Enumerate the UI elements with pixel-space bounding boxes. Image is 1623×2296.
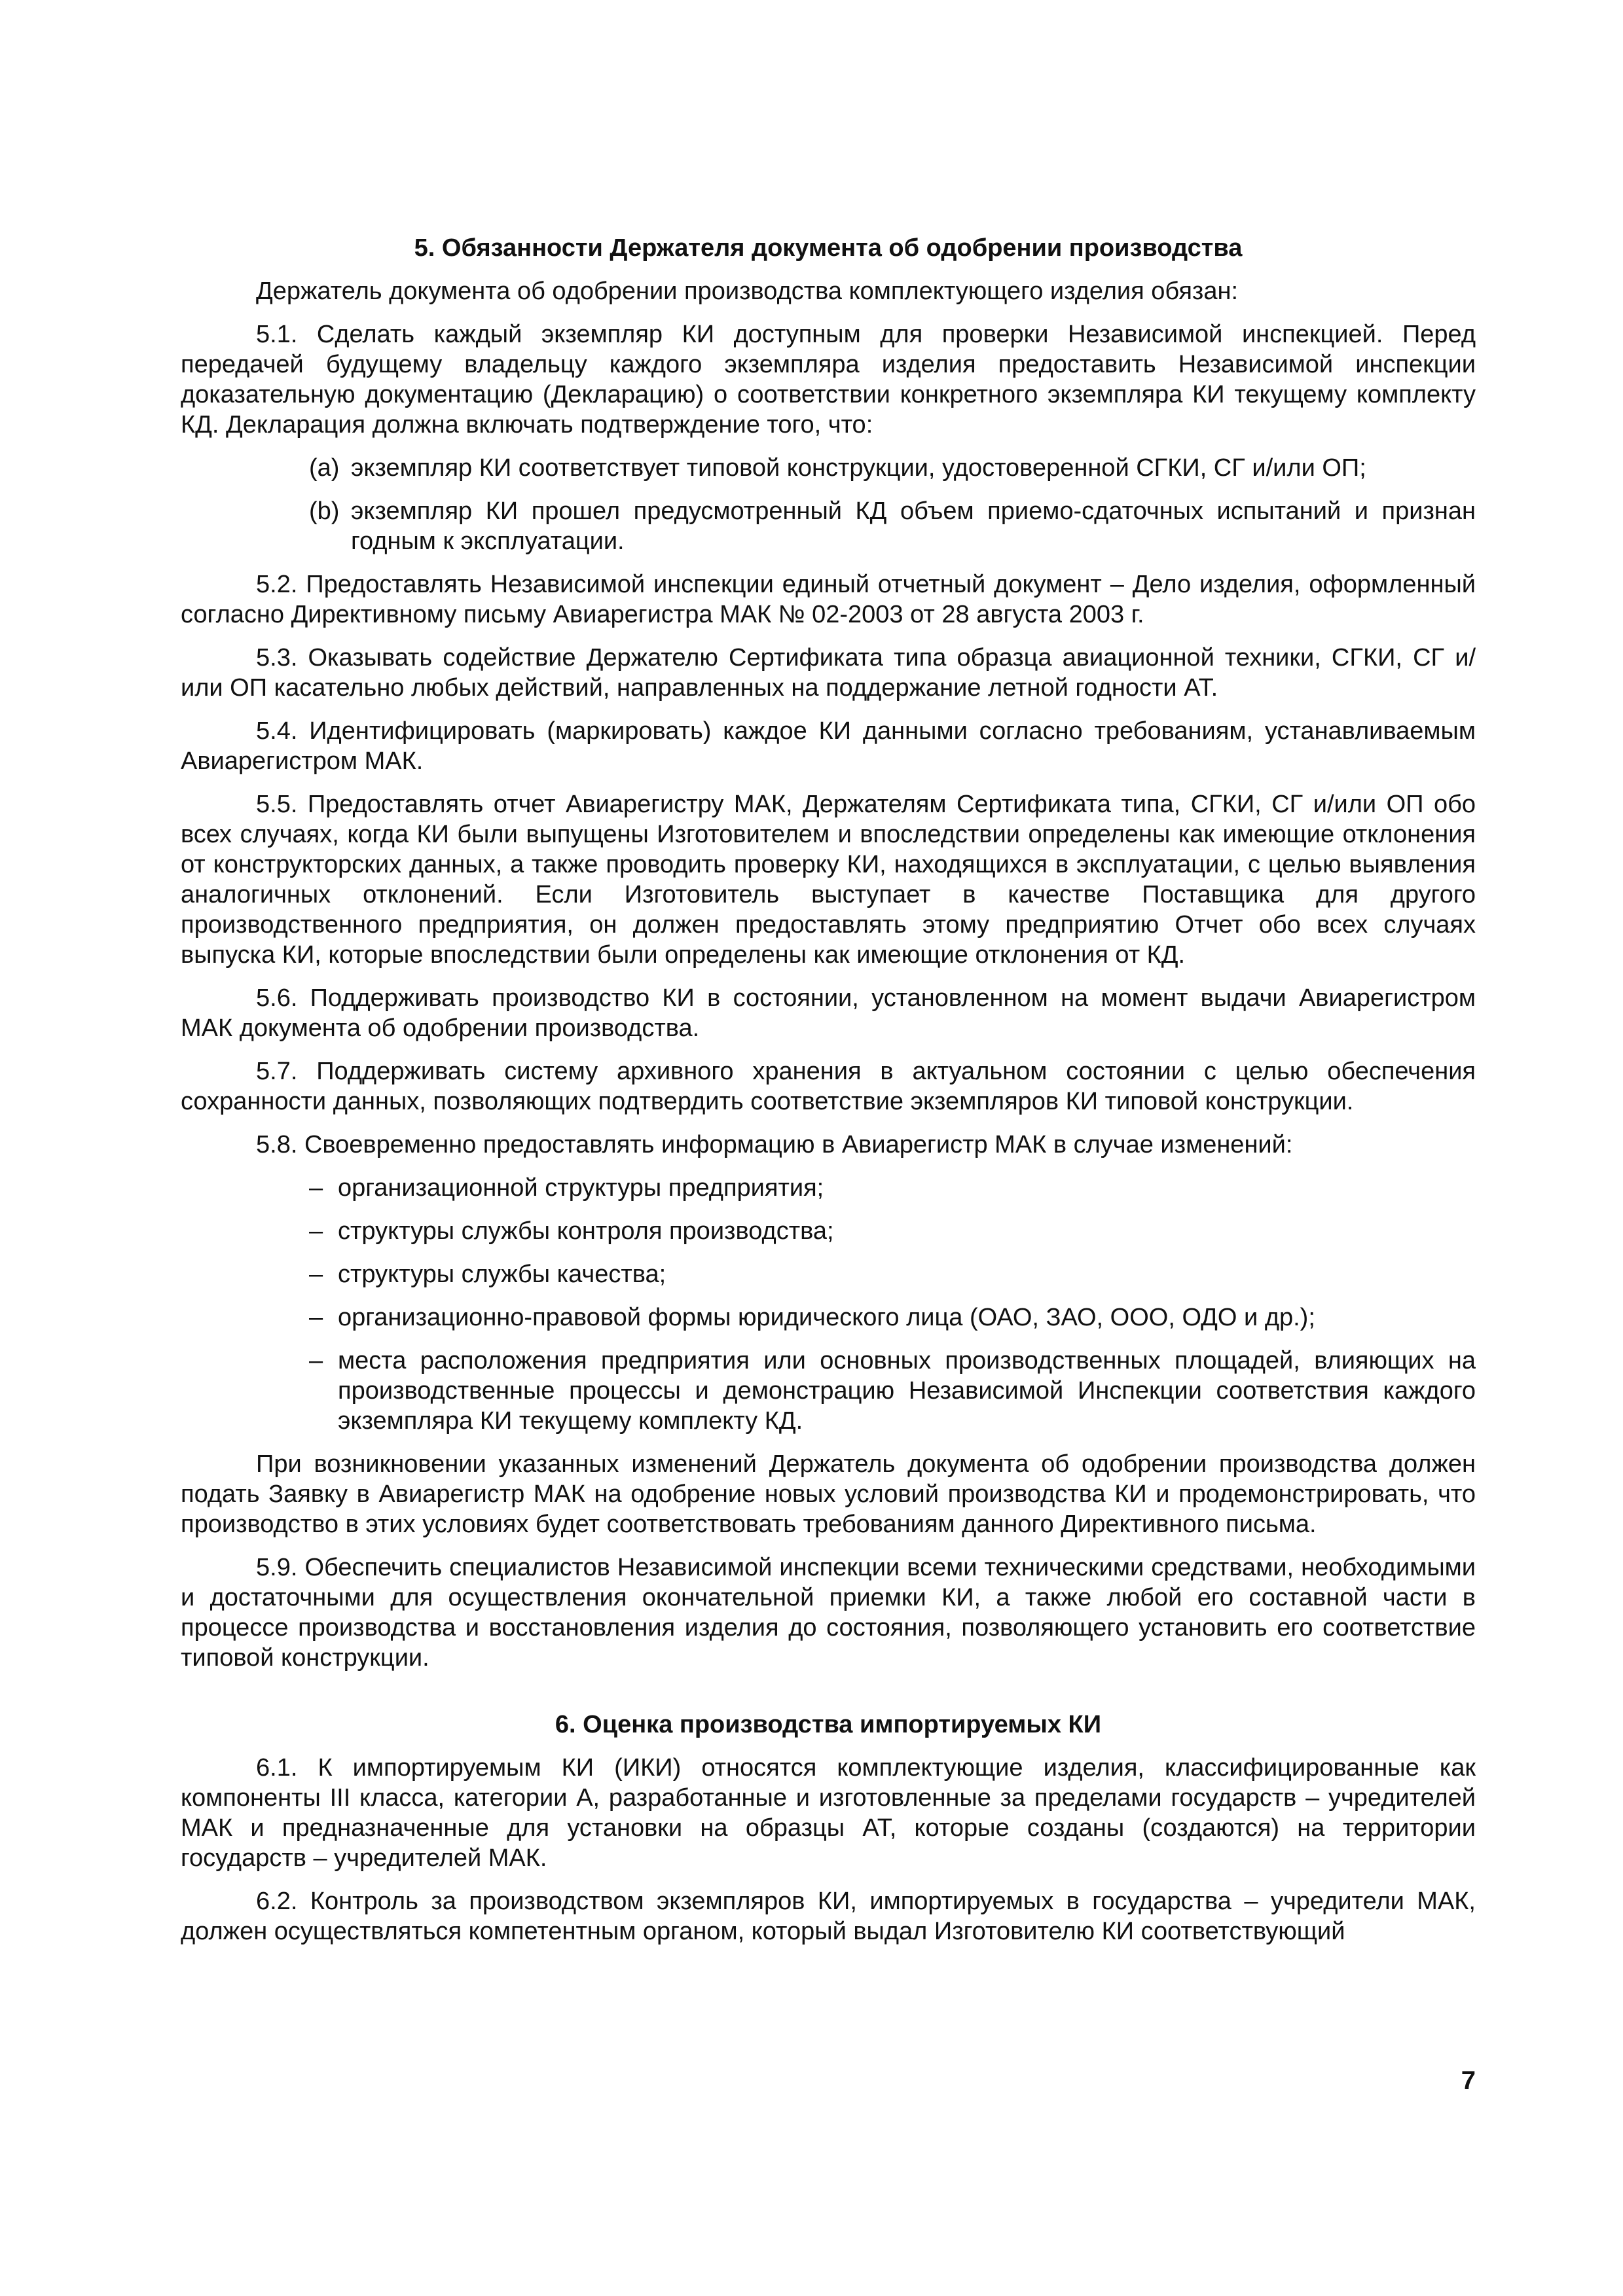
paragraph-5-1: 5.1. Сделать каждый экземпляр КИ доступным для проверки Независимой инспекцией. Перед передачей будущему владельцу каждого экземпляра изделия предоставить Независимой инспекции доказательную документацию (Декларацию) о соответствии конкретного экземпляра КИ текущему комплекту КД. Декларация должна включать подтверждение того, что: <box>181 321 1476 439</box>
list-item-text: места расположения предприятия или основных производственных площадей, влияющих на производственные процессы и демонстрацию Независимой Инспекции соответствия каждого экземпляра КИ текущему комплекту КД. <box>338 1347 1476 1435</box>
paragraph-5-8: 5.8. Своевременно предоставлять информацию в Авиарегистр МАК в случае изменений: <box>256 1131 1293 1158</box>
paragraph-5-7: 5.7. Поддерживать систему архивного хранения в актуальном состоянии с целью обеспечения сохранности данных, позволяющих подтвердить соответствие экземпляров КИ типовой конструкции. <box>181 1058 1476 1115</box>
section-5-title: 5. Обязанности Держателя документа об одобрении производства <box>414 234 1243 262</box>
list-item-text: экземпляр КИ соответствует типовой конструкции, удостоверенной СГКИ, СГ и/или ОП; <box>351 454 1366 482</box>
declaration-list <box>181 453 1476 556</box>
list-item-dash: – <box>309 1304 323 1331</box>
paragraph-5-5: 5.5. Предоставлять отчет Авиарегистру МАК, Держателям Сертификата типа, СГКИ, СГ и/или ОП обо всех случаях, когда КИ были выпущены Изготовителем и впоследствии определены как имеющие отклонения от конструкторских данных, а также проводить проверку КИ, находящихся в эксплуатации, с целью выявления аналогичных отклонений. Если Изготовитель выступает в качестве Поставщика для другого производственного предприятия, он должен предоставлять этому предприятию Отчет обо всех случаях выпуска КИ, которые впоследствии были определены как имеющие отклонения от КД. <box>181 791 1476 969</box>
list-item-text: структуры службы качества; <box>338 1261 666 1288</box>
list-item-text: экземпляр КИ прошел предусмотренный КД объем приемо-сдаточных испытаний и признан годным к эксплуатации. <box>351 497 1476 555</box>
paragraph-5-6: 5.6. Поддерживать производство КИ в состоянии, установленном на момент выдачи Авиарегистром МАК документа об одобрении производства. <box>181 984 1476 1042</box>
paragraph-6-1: 6.1. К импортируемым КИ (ИКИ) относятся комплектующие изделия, классифицированные как компоненты III класса, категории А, разработанные и изготовленные за пределами государств – учредителей МАК и предназначенные для установки на образцы АТ, которые созданы (создаются) на территории государств – учредителей МАК. <box>181 1754 1476 1872</box>
list-item-text: организационной структуры предприятия; <box>338 1174 824 1202</box>
section-5-intro: Держатель документа об одобрении производства комплектующего изделия обязан: <box>256 278 1239 305</box>
list-item-label: (a) <box>309 454 340 482</box>
list-item-dash: – <box>309 1347 323 1374</box>
list-item <box>181 1216 1476 1246</box>
paragraph-5-4: 5.4. Идентифицировать (маркировать) каждое КИ данными согласно требованиям, устанавливаемым Авиарегистром МАК. <box>181 717 1476 775</box>
list-item-dash: – <box>309 1174 323 1202</box>
paragraph-6-2: 6.2. Контроль за производством экземпляров КИ, импортируемых в государства – учредители МАК, должен осуществляться компетентным органом, который выдал Изготовителю КИ соответствующий <box>181 1888 1476 1945</box>
list-item-dash: – <box>309 1217 323 1245</box>
list-item <box>181 1346 1476 1436</box>
list-item-dash: – <box>309 1261 323 1288</box>
changes-list <box>181 1173 1476 1436</box>
list-item-text: структуры службы контроля производства; <box>338 1217 834 1245</box>
list-item <box>181 1173 1476 1203</box>
paragraph-5-9: 5.9. Обеспечить специалистов Независимой инспекции всеми техническими средствами, необходимыми и достаточными для осуществления окончательной приемки КИ, а также любой его составной части в процессе производства и восстановления изделия до состояния, позволяющего установить его соответствие типовой конструкции. <box>181 1554 1476 1672</box>
paragraph-5-2: 5.2. Предоставлять Независимой инспекции единый отчетный документ – Дело изделия, оформленный согласно Директивному письму Авиарегистра МАК № 02-2003 от 28 августа 2003 г. <box>181 571 1476 628</box>
list-item-text: организационно-правовой формы юридического лица (ОАО, ЗАО, ООО, ОДО и др.); <box>338 1304 1315 1331</box>
list-item <box>181 453 1476 483</box>
section-6-title: 6. Оценка производства импортируемых КИ <box>555 1711 1102 1738</box>
list-item-label: (b) <box>309 497 340 525</box>
document-page <box>181 233 1476 1960</box>
list-item <box>181 1259 1476 1289</box>
page-number: 7 <box>1461 2066 1476 2095</box>
paragraph-5-3: 5.3. Оказывать содействие Держателю Сертификата типа образца авиационной техники, СГКИ, СГ и/или ОП касательно любых действий, направленных на поддержание летной годности АТ. <box>181 644 1476 702</box>
list-item <box>181 496 1476 556</box>
list-item <box>181 1302 1476 1333</box>
paragraph-5-8-after: При возникновении указанных изменений Держатель документа об одобрении производства должен подать Заявку в Авиарегистр МАК на одобрение новых условий производства КИ и продемонстрировать, что производство в этих условиях будет соответствовать требованиям данного Директивного письма. <box>181 1450 1476 1538</box>
